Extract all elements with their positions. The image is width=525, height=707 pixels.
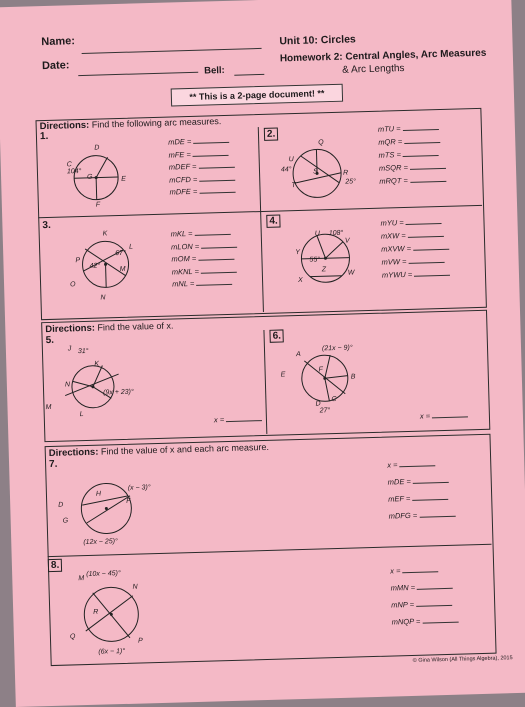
bell-line <box>234 74 264 76</box>
problem-4-angle-1: 108° <box>328 229 344 238</box>
problem-7-number: 7. <box>48 458 58 471</box>
problem-6-number: 6. <box>269 329 284 342</box>
problem-8-expression-2: (6x − 1)° <box>98 647 126 656</box>
problem-4-diagram <box>287 223 369 295</box>
two-page-banner: ** This is a 2-page document! ** <box>171 84 343 107</box>
problem-7-expression-1: (x − 3)° <box>127 484 151 492</box>
bell-label: Bell: <box>204 64 225 77</box>
point-c: C <box>66 161 72 169</box>
point-r: R <box>342 169 349 177</box>
point-m5: M <box>45 403 52 412</box>
point-q: Q <box>318 139 324 147</box>
point-p: P <box>75 257 81 265</box>
name-line <box>82 48 262 54</box>
problem-5-answer: x = <box>214 414 263 424</box>
problem-3-answers: mKL = mLON = mOM = mKNL = mNL = <box>171 227 239 291</box>
date-line <box>78 72 198 76</box>
name-label: Name: <box>41 35 76 49</box>
problem-8-answers: x = mMN = mNP = mNQP = <box>390 561 459 631</box>
point-d6: D <box>315 400 321 408</box>
problem-8-diagram <box>68 577 170 656</box>
problem-2-number: 2. <box>264 128 279 141</box>
point-g7: G <box>62 517 69 525</box>
point-e: E <box>121 175 126 183</box>
problem-4-answers: mYU = mXW = mXVW = mVW = mYWU = <box>380 215 450 282</box>
point-u: U <box>288 156 294 164</box>
directions-1: Directions: Find the following arc measures. <box>39 116 222 133</box>
point-h: H <box>95 490 102 498</box>
point-z: Z <box>321 266 327 274</box>
problem-6-answer: x = <box>420 410 469 420</box>
point-f: F <box>95 201 101 209</box>
problem-7-answers: x = mDE = mEF = mDFG = <box>387 455 456 525</box>
point-k: K <box>102 230 108 238</box>
point-w: W <box>347 269 355 277</box>
point-q8: Q <box>69 633 76 641</box>
problem-6-angle: 27° <box>319 407 331 415</box>
point-x: X <box>297 276 303 285</box>
problem-5-angle: 31° <box>77 347 89 356</box>
problem-3-angle-2: 42° <box>89 262 101 270</box>
problem-3-number: 3. <box>42 219 51 232</box>
problem-4-number: 4. <box>266 214 281 227</box>
point-n: N <box>100 294 106 302</box>
point-l5: L <box>79 411 84 419</box>
problem-1-angle: 104° <box>66 168 82 176</box>
problem-7-diagram <box>62 473 167 546</box>
point-p8: P <box>137 637 143 645</box>
point-c6: C <box>331 395 337 404</box>
point-y: Y <box>295 248 301 257</box>
problem-2-angle-1: 44° <box>280 166 292 174</box>
problem-1-number: 1. <box>39 130 49 143</box>
point-m8: M <box>78 575 85 583</box>
problem-4-angle-2: 55° <box>309 256 321 264</box>
problem-8-number: 8. <box>48 559 63 572</box>
point-d7: D <box>58 501 64 509</box>
point-f7: F <box>126 497 131 505</box>
copyright-footer: © Gina Wilson (All Things Algebra), 2015 <box>412 655 513 664</box>
homework-subtitle: & Arc Lengths <box>342 62 405 76</box>
problem-3-angle-1: 67° <box>115 249 126 258</box>
directions-2: Directions: Find the value of x. <box>45 320 174 336</box>
problem-2-angle-2: 25° <box>345 178 357 186</box>
point-f6: F <box>318 366 323 374</box>
problem-2-answers: mTU = mQR = mTS = mSQR = mRQT = <box>378 121 447 188</box>
point-d: D <box>94 144 100 152</box>
problem-5-expression: (9x + 23)° <box>103 388 134 397</box>
point-k5: K <box>94 360 100 368</box>
problem-7-expression-2: (12x − 25)° <box>83 538 118 547</box>
point-s: S <box>312 168 318 176</box>
problem-6-expression: (21x − 9)° <box>321 344 353 353</box>
problem-8-expression-1: (10x − 45)° <box>86 570 121 579</box>
point-b: B <box>350 373 356 381</box>
point-e6: E <box>280 371 286 379</box>
point-m: M <box>119 265 126 273</box>
point-t: T <box>291 182 296 190</box>
point-o: O <box>70 281 76 289</box>
problem-5-diagram <box>58 349 150 421</box>
homework-title: Homework 2: Central Angles, Arc Measures <box>279 47 487 65</box>
point-r8: R <box>93 608 99 616</box>
point-g: G <box>87 173 93 181</box>
point-n5: N <box>64 381 71 389</box>
directions-3: Directions: Find the value of x and each arc measure. <box>48 441 270 460</box>
point-v: V <box>344 237 350 245</box>
problem-2-diagram <box>280 137 362 209</box>
problem-5-number: 5. <box>45 334 55 347</box>
unit-title: Unit 10: Circles <box>279 33 356 48</box>
point-u4: U <box>314 230 320 238</box>
point-a: A <box>296 350 301 359</box>
date-label: Date: <box>41 59 70 73</box>
problem-1-answers: mDE = mFE = mDEF = mCFD = mDFE = <box>168 135 236 199</box>
point-j: J <box>67 345 72 353</box>
point-n8: N <box>132 583 138 591</box>
point-l: L <box>128 243 134 251</box>
